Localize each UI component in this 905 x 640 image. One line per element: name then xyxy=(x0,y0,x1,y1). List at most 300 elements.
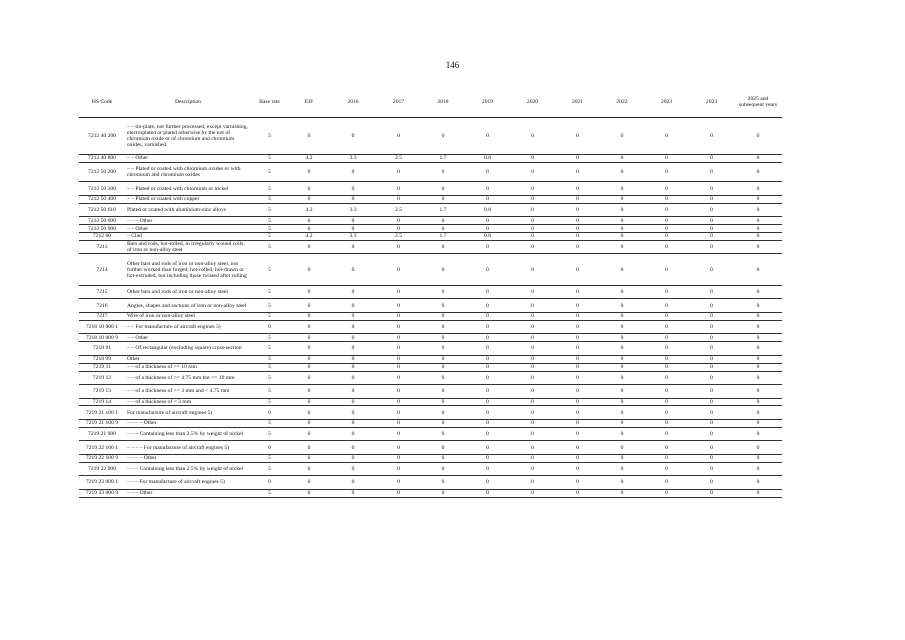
rate-cell: 0 xyxy=(644,355,689,363)
rate-cell: 0 xyxy=(421,334,465,342)
rate-cell: 0 xyxy=(288,182,330,196)
rate-cell: 0 xyxy=(376,285,421,299)
rate-cell: 0 xyxy=(421,454,465,462)
rate-cell: 0 xyxy=(734,462,782,476)
rate-cell: 0 xyxy=(421,489,465,497)
rate-cell: 0 xyxy=(734,182,782,196)
rate-cell: 0 xyxy=(510,217,555,225)
rate-cell: 0 xyxy=(555,462,600,476)
rate-cell: 0 xyxy=(421,419,465,427)
rate-cell: 0 xyxy=(376,254,421,286)
table-row xyxy=(79,342,782,356)
rate-cell: 0 xyxy=(376,240,421,254)
base-rate-cell: 5 xyxy=(251,454,288,462)
rate-cell: 0 xyxy=(555,454,600,462)
rate-cell: 0 xyxy=(689,419,734,427)
base-rate-cell: 5 xyxy=(251,489,288,497)
rate-cell: 0 xyxy=(555,427,600,441)
rate-cell: 0 xyxy=(510,489,555,497)
rate-cell: 3.3 xyxy=(330,155,376,163)
rate-cell: 0 xyxy=(734,299,782,313)
rate-cell: 0 xyxy=(465,320,510,334)
rate-cell: 0 xyxy=(510,334,555,342)
rate-cell: 0 xyxy=(465,355,510,363)
rate-cell: 0 xyxy=(734,342,782,356)
rate-cell: 0 xyxy=(376,162,421,182)
rate-cell: 0 xyxy=(288,441,330,455)
rate-cell: 0 xyxy=(555,217,600,225)
rate-cell: 0 xyxy=(734,355,782,363)
rate-cell: 0 xyxy=(288,240,330,254)
rate-cell: 0 xyxy=(600,427,644,441)
base-rate-cell: 5 xyxy=(251,118,288,155)
rate-cell: 0 xyxy=(330,427,376,441)
table-row xyxy=(79,162,782,182)
description-cell: Other bars and rods of iron or non-alloy steel xyxy=(125,285,251,299)
rate-cell: 0 xyxy=(734,155,782,163)
hs-code-cell: 7219 23 000 9 xyxy=(79,489,125,497)
rate-cell: 0 xyxy=(689,195,734,203)
rate-cell: 0 xyxy=(555,182,600,196)
rate-cell: 0 xyxy=(330,299,376,313)
rate-cell: 0 xyxy=(330,182,376,196)
rate-cell: 0 xyxy=(644,312,689,320)
rate-cell: 0 xyxy=(644,419,689,427)
rate-cell: 0 xyxy=(510,320,555,334)
description-cell: Plated or coated with aluminium-zinc alloys xyxy=(125,203,251,217)
rate-cell: 0 xyxy=(555,225,600,233)
rate-cell: 0 xyxy=(376,217,421,225)
rate-cell: 0 xyxy=(510,385,555,399)
rate-cell: 0 xyxy=(644,217,689,225)
rate-cell: 0 xyxy=(510,406,555,420)
rate-cell: 0 xyxy=(555,476,600,490)
table-row xyxy=(79,155,782,163)
rate-cell: 0 xyxy=(288,363,330,371)
table-row xyxy=(79,355,782,363)
rate-cell: 0 xyxy=(288,398,330,406)
rate-cell: 0 xyxy=(600,462,644,476)
rate-cell: 0 xyxy=(465,476,510,490)
rate-cell: 0 xyxy=(689,334,734,342)
table-row xyxy=(79,320,782,334)
base-rate-cell: 5 xyxy=(251,312,288,320)
base-rate-cell: 5 xyxy=(251,334,288,342)
rate-cell: 0 xyxy=(689,118,734,155)
rate-cell: 0 xyxy=(600,419,644,427)
rate-cell: 0 xyxy=(510,233,555,241)
base-rate-cell: 5 xyxy=(251,419,288,427)
rate-cell: 0 xyxy=(465,334,510,342)
rate-cell: 0 xyxy=(376,320,421,334)
rate-cell: 0 xyxy=(376,182,421,196)
rate-cell: 0 xyxy=(376,427,421,441)
rate-cell: 0 xyxy=(555,406,600,420)
rate-cell: 0 xyxy=(689,285,734,299)
rate-cell: 0 xyxy=(734,454,782,462)
rate-cell: 0 xyxy=(510,462,555,476)
description-cell: – – tin-plate, not further processed, except varnishing, electroplated or plated otherwise by the not of chromium oxide or of chromium and chromium oxides, varnished xyxy=(125,118,251,155)
rate-cell: 0 xyxy=(288,462,330,476)
table-row xyxy=(79,285,782,299)
rate-cell: 0 xyxy=(288,427,330,441)
description-cell: – – of a thickness of >= 4.75 mm but <= 10 mm xyxy=(125,371,251,385)
rate-cell: 0 xyxy=(644,320,689,334)
description-cell: Bars and rods, hot-rolled, in irregularly wound coils, of iron or non-alloy steel xyxy=(125,240,251,254)
hs-code-cell: 7219 22 100 1 xyxy=(79,441,125,455)
description-cell: Other xyxy=(125,355,251,363)
rate-cell: 0 xyxy=(734,427,782,441)
rate-cell: 0 xyxy=(510,225,555,233)
description-cell: – – – Containing less than 2.5% by weight of nickel xyxy=(125,462,251,476)
rate-cell: 0 xyxy=(555,233,600,241)
rate-cell: 0 xyxy=(689,476,734,490)
rate-cell: 0 xyxy=(689,427,734,441)
rate-cell: 0 xyxy=(510,398,555,406)
rate-cell: 0 xyxy=(288,162,330,182)
rate-cell: 1.7 xyxy=(421,155,465,163)
rate-cell: 0 xyxy=(465,217,510,225)
rate-cell: 0 xyxy=(689,155,734,163)
rate-cell: 0 xyxy=(734,162,782,182)
rate-cell: 0 xyxy=(734,195,782,203)
rate-cell: 0 xyxy=(421,441,465,455)
rate-cell: 0 xyxy=(330,162,376,182)
rate-cell: 0 xyxy=(689,320,734,334)
rate-cell: 0 xyxy=(465,342,510,356)
rate-cell: 0 xyxy=(376,441,421,455)
rate-cell: 0 xyxy=(555,385,600,399)
rate-cell: 1.7 xyxy=(421,203,465,217)
rate-cell: 0 xyxy=(600,182,644,196)
rate-cell: 0 xyxy=(555,371,600,385)
rate-cell: 0 xyxy=(644,155,689,163)
rate-cell: 0 xyxy=(689,406,734,420)
base-rate-cell: 5 xyxy=(251,225,288,233)
table-row xyxy=(79,462,782,476)
rate-cell: 0 xyxy=(421,299,465,313)
rate-cell: 0 xyxy=(689,254,734,286)
description-cell: – – Plated or coated with chromium oxides or with chromium and chromium oxides xyxy=(125,162,251,182)
rate-cell: 0 xyxy=(689,355,734,363)
hs-code-cell: 7218 91 xyxy=(79,342,125,356)
rate-cell: 0 xyxy=(376,342,421,356)
base-rate-cell: 5 xyxy=(251,195,288,203)
rate-cell: 0 xyxy=(600,342,644,356)
rate-cell: 0.8 xyxy=(465,203,510,217)
rate-cell: 0 xyxy=(689,182,734,196)
rate-cell: 0 xyxy=(644,454,689,462)
rate-cell: 0 xyxy=(689,217,734,225)
base-rate-cell: 5 xyxy=(251,342,288,356)
column-header: 2022 xyxy=(600,87,644,118)
rate-cell: 0 xyxy=(330,406,376,420)
rate-cell: 0 xyxy=(734,118,782,155)
rate-cell: 0 xyxy=(600,385,644,399)
rate-cell: 0 xyxy=(689,312,734,320)
rate-cell: 0 xyxy=(510,195,555,203)
rate-cell: 0 xyxy=(510,254,555,286)
rate-cell: 0 xyxy=(421,476,465,490)
description-cell: – – – – Other xyxy=(125,454,251,462)
rate-cell: 0 xyxy=(376,299,421,313)
rate-cell: 0 xyxy=(689,162,734,182)
rate-cell: 0 xyxy=(600,334,644,342)
rate-cell: 0 xyxy=(555,203,600,217)
rate-cell: 0 xyxy=(689,398,734,406)
rate-cell: 0 xyxy=(644,195,689,203)
rate-cell: 0 xyxy=(288,195,330,203)
rate-cell: 0 xyxy=(465,312,510,320)
description-cell: Other bars and rods of iron or non-alloy steel, not further worked than forged, hot-rolled, hot-drawn or hot-extruded, but including those twisted after rolling xyxy=(125,254,251,286)
rate-cell: 0 xyxy=(376,334,421,342)
rate-cell: 0 xyxy=(600,476,644,490)
rate-cell: 0 xyxy=(421,240,465,254)
rate-cell: 0.8 xyxy=(465,233,510,241)
rate-cell: 0 xyxy=(689,233,734,241)
rate-cell: 0 xyxy=(330,398,376,406)
rate-cell: 0 xyxy=(644,254,689,286)
base-rate-cell: 5 xyxy=(251,427,288,441)
rate-cell: 0 xyxy=(555,254,600,286)
rate-cell: 0 xyxy=(376,406,421,420)
hs-code-cell: 7219 22 900 xyxy=(79,462,125,476)
rate-cell: 0 xyxy=(734,406,782,420)
rate-cell: 0 xyxy=(689,454,734,462)
rate-cell: 0 xyxy=(376,385,421,399)
hs-code-cell: 7216 xyxy=(79,299,125,313)
rate-cell: 0 xyxy=(421,406,465,420)
rate-cell: 0 xyxy=(555,155,600,163)
rate-cell: 0 xyxy=(510,476,555,490)
rate-cell: 0 xyxy=(465,240,510,254)
description-cell: – – – For manufacture of aircraft engines 5) xyxy=(125,476,251,490)
table-row xyxy=(79,427,782,441)
description-cell: – – For manufacture of aircraft engines 5) xyxy=(125,320,251,334)
rate-cell: 0 xyxy=(644,334,689,342)
base-rate-cell: 0 xyxy=(251,441,288,455)
rate-cell: 0 xyxy=(644,398,689,406)
rate-cell: 0 xyxy=(330,195,376,203)
hs-code-cell: 7212 50 900 xyxy=(79,225,125,233)
rate-cell: 0 xyxy=(330,355,376,363)
rate-cell: 2.5 xyxy=(376,203,421,217)
rate-cell: 0 xyxy=(600,398,644,406)
rate-cell: 0 xyxy=(421,355,465,363)
rate-cell: 0 xyxy=(465,285,510,299)
rate-cell: 0 xyxy=(330,334,376,342)
rate-cell: 0 xyxy=(288,285,330,299)
rate-cell: 0 xyxy=(376,476,421,490)
rate-cell: 0 xyxy=(689,462,734,476)
description-cell: – – of a thickness of < 3 mm xyxy=(125,398,251,406)
rate-cell: 0 xyxy=(510,419,555,427)
hs-code-cell: 7219 21 100 9 xyxy=(79,419,125,427)
rate-cell: 0 xyxy=(330,385,376,399)
rate-cell: 0 xyxy=(644,371,689,385)
rate-cell: 0 xyxy=(734,441,782,455)
table-row xyxy=(79,233,782,241)
rate-cell: 0 xyxy=(421,225,465,233)
rate-cell: 0 xyxy=(644,299,689,313)
rate-cell: 0 xyxy=(376,419,421,427)
hs-code-cell: 7212 40 800 xyxy=(79,155,125,163)
description-cell: – – – Other xyxy=(125,489,251,497)
rate-cell: 0 xyxy=(555,334,600,342)
rate-cell: 0 xyxy=(600,195,644,203)
rate-cell: 0 xyxy=(421,195,465,203)
rate-cell: 0 xyxy=(376,195,421,203)
rate-cell: 0 xyxy=(644,285,689,299)
rate-cell: 0 xyxy=(330,312,376,320)
base-rate-cell: 5 xyxy=(251,363,288,371)
hs-code-cell: 7212 50 610 xyxy=(79,203,125,217)
rate-cell: 0 xyxy=(510,427,555,441)
rate-cell: 0 xyxy=(600,240,644,254)
rate-cell: 0 xyxy=(644,233,689,241)
rate-cell: 0 xyxy=(644,441,689,455)
rate-cell: 0 xyxy=(376,118,421,155)
rate-cell: 0 xyxy=(600,118,644,155)
rate-cell: 0 xyxy=(734,233,782,241)
hs-code-cell: 7215 xyxy=(79,285,125,299)
rate-cell: 0 xyxy=(600,454,644,462)
rate-cell: 0 xyxy=(465,195,510,203)
rate-cell: 0 xyxy=(555,195,600,203)
column-header: 2018 xyxy=(421,87,465,118)
hs-code-cell: 7219 13 xyxy=(79,385,125,399)
rate-cell: 0 xyxy=(421,182,465,196)
rate-cell: 2.5 xyxy=(376,233,421,241)
base-rate-cell: 5 xyxy=(251,240,288,254)
hs-code-cell: 7212 50 300 xyxy=(79,182,125,196)
rate-cell: 0 xyxy=(510,342,555,356)
rate-cell: 0 xyxy=(465,406,510,420)
rate-cell: 0 xyxy=(644,118,689,155)
base-rate-cell: 5 xyxy=(251,398,288,406)
rate-cell: 0 xyxy=(555,118,600,155)
rate-cell: 0 xyxy=(376,462,421,476)
description-cell: – – of a thickness of >= 3 mm and < 4.75 mm xyxy=(125,385,251,399)
table-row xyxy=(79,489,782,497)
description-cell: – – – Other xyxy=(125,217,251,225)
table-row xyxy=(79,217,782,225)
rate-cell: 3.3 xyxy=(330,233,376,241)
rate-cell: 0 xyxy=(376,225,421,233)
table-row xyxy=(79,406,782,420)
rate-cell: 0 xyxy=(644,427,689,441)
hs-code-cell: 7219 21 900 xyxy=(79,427,125,441)
rate-cell: 0 xyxy=(600,363,644,371)
rate-cell: 0 xyxy=(555,240,600,254)
rate-cell: 0 xyxy=(510,454,555,462)
rate-cell: 0 xyxy=(600,371,644,385)
rate-cell: 0 xyxy=(689,441,734,455)
rate-cell: 0 xyxy=(644,462,689,476)
rate-cell: 0 xyxy=(734,312,782,320)
rate-cell: 0 xyxy=(510,285,555,299)
rate-cell: 0 xyxy=(465,398,510,406)
rate-cell: 0 xyxy=(510,162,555,182)
rate-cell: 0 xyxy=(644,203,689,217)
rate-cell: 0 xyxy=(288,419,330,427)
base-rate-cell: 5 xyxy=(251,355,288,363)
column-header: 2020 xyxy=(510,87,555,118)
hs-code-cell: 7212 60 xyxy=(79,233,125,241)
rate-cell: 0 xyxy=(421,320,465,334)
rate-cell: 0 xyxy=(421,217,465,225)
rate-cell: 0 xyxy=(734,217,782,225)
base-rate-cell: 0 xyxy=(251,406,288,420)
column-header: 2019 xyxy=(465,87,510,118)
rate-cell: 0 xyxy=(734,240,782,254)
rate-cell: 0 xyxy=(734,371,782,385)
table-row xyxy=(79,398,782,406)
base-rate-cell: 5 xyxy=(251,285,288,299)
table-row xyxy=(79,476,782,490)
rate-cell: 0 xyxy=(465,254,510,286)
hs-code-cell: 7212 40 200 xyxy=(79,118,125,155)
rate-cell: 0 xyxy=(510,441,555,455)
rate-cell: 0 xyxy=(330,476,376,490)
table-row xyxy=(79,441,782,455)
rate-cell: 0 xyxy=(555,285,600,299)
rate-cell: 0 xyxy=(288,299,330,313)
rate-cell: 0 xyxy=(644,342,689,356)
rate-cell: 0 xyxy=(555,355,600,363)
hs-code-cell: 7219 12 xyxy=(79,371,125,385)
rate-cell: 0 xyxy=(510,182,555,196)
rate-cell: 0 xyxy=(288,312,330,320)
page-number: 146 xyxy=(445,60,460,70)
rate-cell: 0 xyxy=(421,342,465,356)
description-cell: Angles, shapes and sections of iron or non-alloy steel xyxy=(125,299,251,313)
rate-cell: 0 xyxy=(644,182,689,196)
rate-cell: 0 xyxy=(555,489,600,497)
rate-cell: 0 xyxy=(600,312,644,320)
table-header-row xyxy=(79,87,782,118)
hs-code-cell: 7219 11 xyxy=(79,363,125,371)
description-cell: – – of a thickness of >= 10 mm xyxy=(125,363,251,371)
rate-cell: 0 xyxy=(689,342,734,356)
rate-cell: 0 xyxy=(421,312,465,320)
column-header: EIF xyxy=(288,87,330,118)
rate-cell: 0 xyxy=(510,299,555,313)
hs-code-cell: 7217 xyxy=(79,312,125,320)
rate-cell: 0 xyxy=(510,312,555,320)
table-row xyxy=(79,385,782,399)
table-row xyxy=(79,371,782,385)
base-rate-cell: 0 xyxy=(251,320,288,334)
rate-cell: 0 xyxy=(465,462,510,476)
rate-cell: 0 xyxy=(288,385,330,399)
rate-cell: 0 xyxy=(600,406,644,420)
rate-cell: 0 xyxy=(734,320,782,334)
rate-cell: 0 xyxy=(644,162,689,182)
rate-cell: 0 xyxy=(600,320,644,334)
rate-cell: 0 xyxy=(421,162,465,182)
rate-cell: 0 xyxy=(600,441,644,455)
hs-code-cell: 7218 10 000 9 xyxy=(79,334,125,342)
rate-cell: 0 xyxy=(734,419,782,427)
column-header: 2017 xyxy=(376,87,421,118)
table-row xyxy=(79,334,782,342)
description-cell: – – Plated or coated with copper xyxy=(125,195,251,203)
hs-code-cell: 7212 50 200 xyxy=(79,162,125,182)
rate-cell: 0 xyxy=(288,371,330,385)
rate-cell: 0 xyxy=(689,363,734,371)
rate-cell: 0 xyxy=(330,225,376,233)
